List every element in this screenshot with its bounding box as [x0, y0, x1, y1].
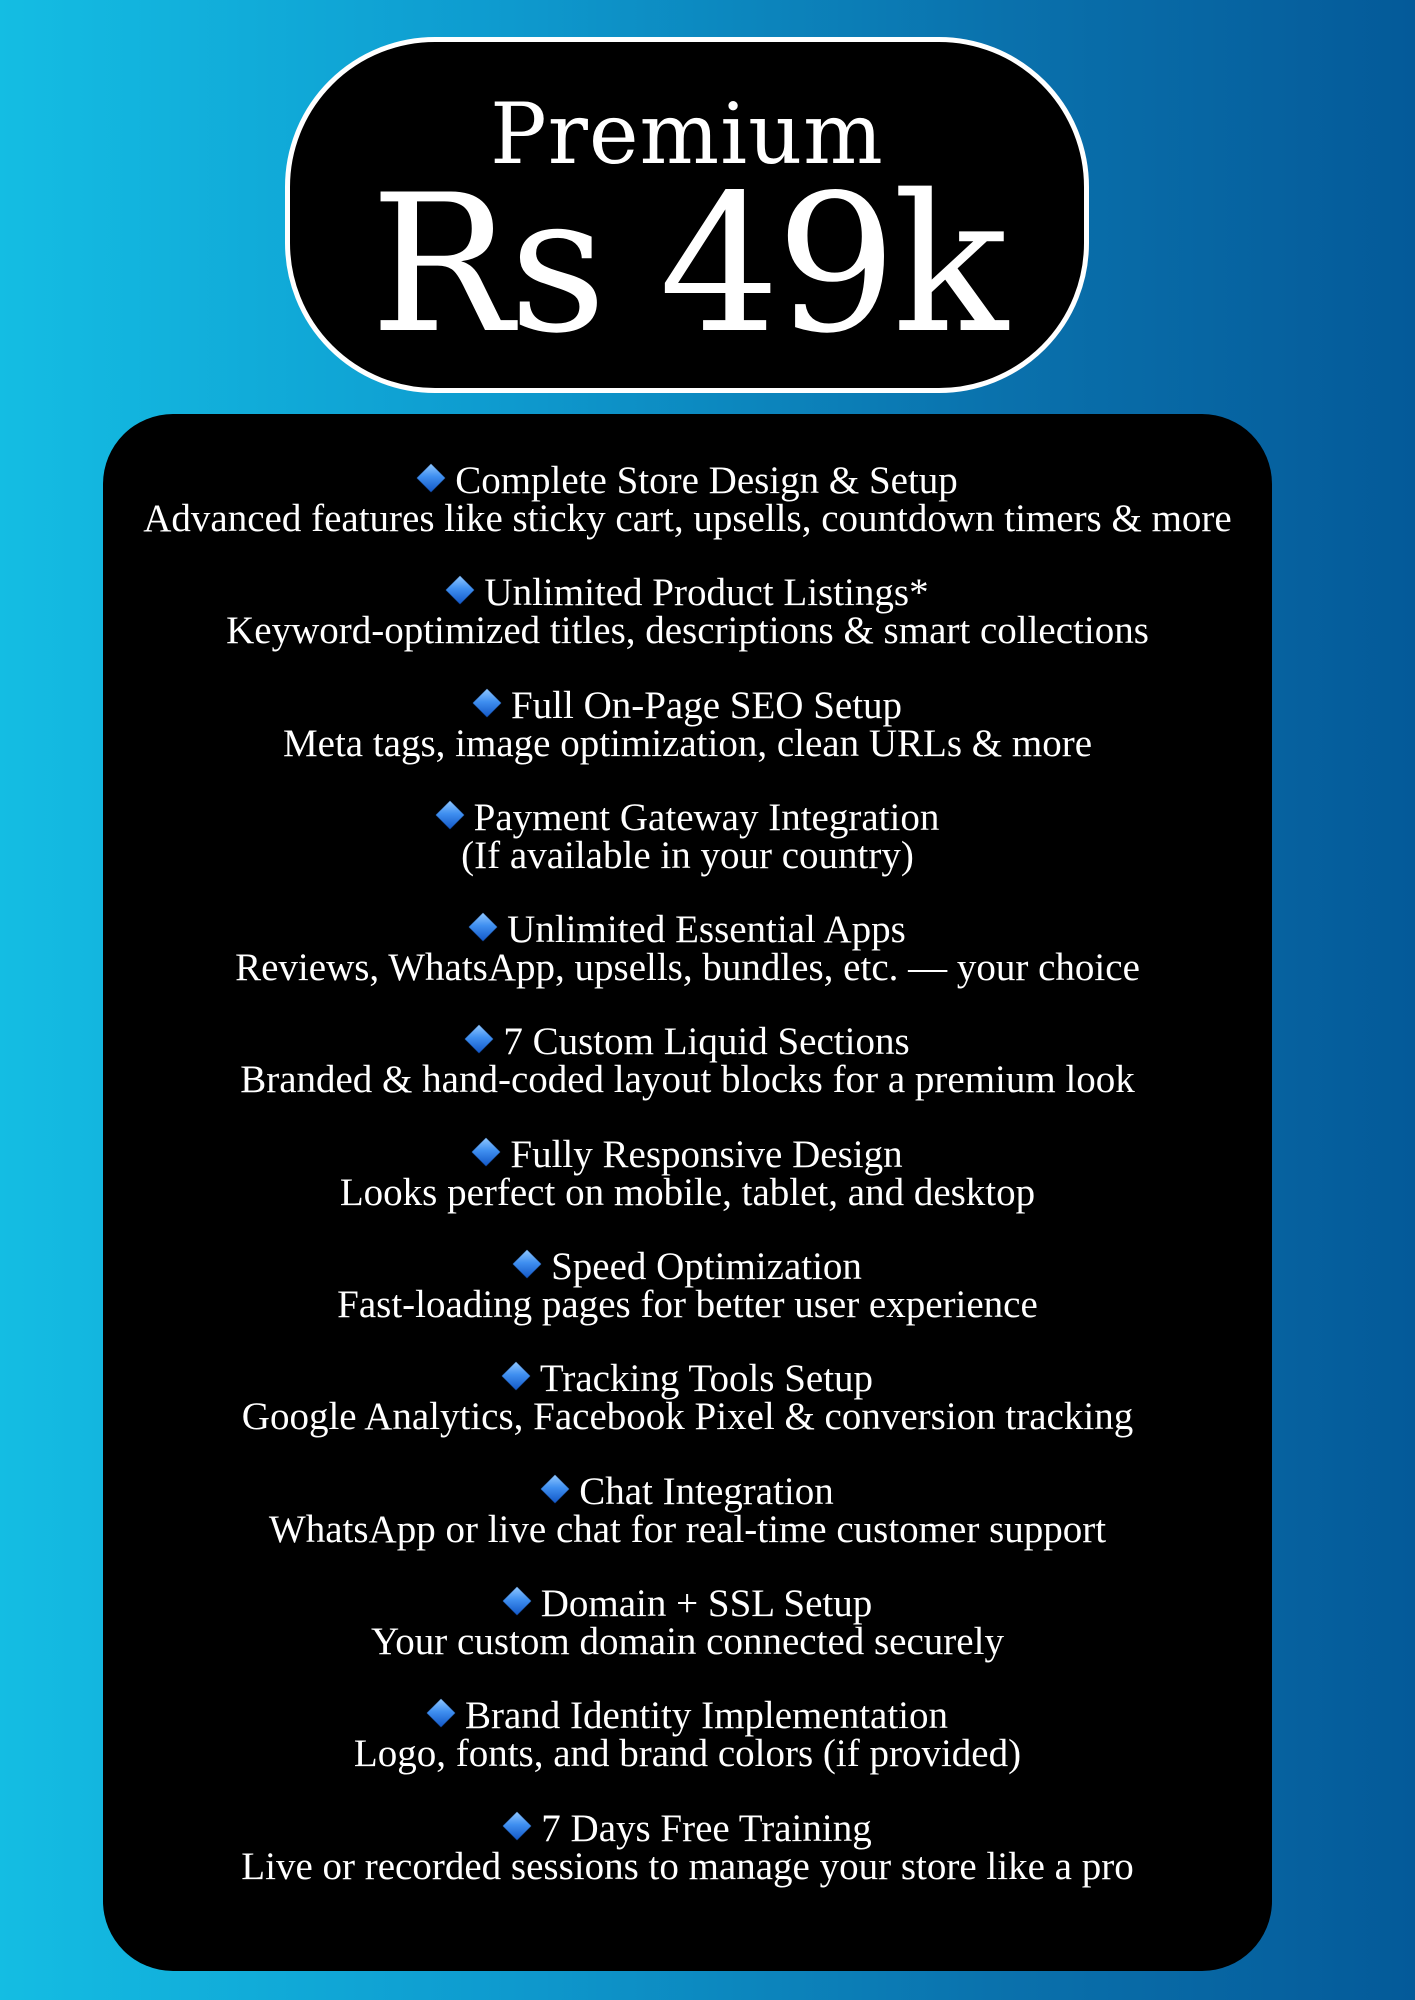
feature-description: Advanced features like sticky cart, upsells, countdown timers & more — [143, 497, 1232, 540]
feature-title-text: 7 Custom Liquid Sections — [503, 1020, 910, 1064]
feature-item — [103, 1245, 1272, 1360]
feature-item — [103, 1469, 1272, 1585]
blue-diamond-icon — [473, 688, 501, 716]
plan-price: Rs 49k — [370, 154, 1004, 375]
feature-item — [103, 683, 1272, 799]
blue-diamond-icon — [503, 1811, 531, 1839]
blue-diamond-icon — [503, 1587, 531, 1615]
feature-description: Meta tags, image optimization, clean URLs & more — [282, 721, 1093, 765]
feature-description: Live or recorded sessions to manage your store like a pro — [241, 1844, 1134, 1888]
feature-item — [103, 1357, 1272, 1472]
feature-item — [103, 1806, 1272, 1922]
feature-description: Branded & hand-coded layout blocks for a premium look — [240, 1058, 1135, 1102]
blue-diamond-icon — [436, 801, 464, 829]
feature-item — [103, 1020, 1272, 1135]
price-card — [285, 37, 1089, 393]
blue-diamond-icon — [427, 1699, 455, 1727]
feature-title-text: Fully Responsive Design — [510, 1132, 903, 1176]
feature-description: Fast-loading pages for better user experience — [337, 1283, 1038, 1327]
feature-title-text: Unlimited Product Listings* — [484, 571, 929, 615]
feature-title — [103, 683, 1272, 727]
feature-title — [103, 571, 1272, 615]
feature-description: WhatsApp or live chat for real-time customer support — [268, 1507, 1107, 1551]
blue-diamond-icon — [472, 1138, 500, 1166]
feature-title-text: Speed Optimization — [551, 1245, 862, 1289]
feature-item — [103, 1694, 1272, 1809]
blue-diamond-icon — [541, 1475, 569, 1503]
feature-title — [103, 1132, 1272, 1176]
feature-item — [103, 1132, 1272, 1248]
feature-title — [103, 1469, 1272, 1513]
feature-title-text: Unlimited Essential Apps — [507, 908, 906, 952]
feature-title-text: Chat Integration — [579, 1469, 834, 1513]
feature-item — [103, 459, 1272, 574]
feature-title-text: Brand Identity Implementation — [464, 1694, 949, 1738]
blue-diamond-icon — [502, 1362, 530, 1390]
feature-title — [103, 1357, 1272, 1401]
feature-item — [103, 795, 1272, 911]
feature-description: Looks perfect on mobile, tablet, and desktop — [339, 1170, 1036, 1214]
feature-description: (If available in your country) — [461, 833, 914, 877]
feature-title — [103, 1806, 1272, 1850]
feature-title — [103, 1694, 1272, 1738]
feature-title-text: Domain + SSL Setup — [540, 1581, 873, 1625]
feature-item — [103, 908, 1272, 1023]
feature-title-text: 7 Days Free Training — [541, 1806, 872, 1850]
feature-title — [103, 459, 1272, 502]
feature-description: Keyword-optimized titles, descriptions & smart collections — [226, 609, 1149, 653]
feature-title-text: Complete Store Design & Setup — [455, 459, 958, 502]
features-list — [103, 414, 1272, 1971]
feature-item — [103, 1581, 1272, 1697]
feature-title — [103, 795, 1272, 839]
feature-description: Google Analytics, Facebook Pixel & conversion tracking — [241, 1395, 1134, 1439]
feature-title — [103, 1581, 1272, 1625]
feature-title — [103, 1020, 1272, 1064]
feature-description: Reviews, WhatsApp, upsells, bundles, etc. — your choice — [235, 946, 1140, 990]
blue-diamond-icon — [417, 464, 445, 492]
feature-item — [103, 571, 1272, 686]
feature-title-text: Tracking Tools Setup — [539, 1357, 874, 1401]
blue-diamond-icon — [513, 1250, 541, 1278]
plan-name: Premium — [490, 85, 884, 183]
feature-title-text: Full On-Page SEO Setup — [510, 683, 903, 727]
blue-diamond-icon — [446, 576, 474, 604]
blue-diamond-icon — [465, 1025, 493, 1053]
feature-title — [103, 1245, 1272, 1289]
feature-description: Logo, fonts, and brand colors (if provided) — [353, 1732, 1022, 1776]
blue-diamond-icon — [469, 913, 497, 941]
feature-title-text: Payment Gateway Integration — [473, 795, 940, 839]
feature-description: Your custom domain connected securely — [371, 1619, 1004, 1663]
feature-title — [103, 908, 1272, 952]
